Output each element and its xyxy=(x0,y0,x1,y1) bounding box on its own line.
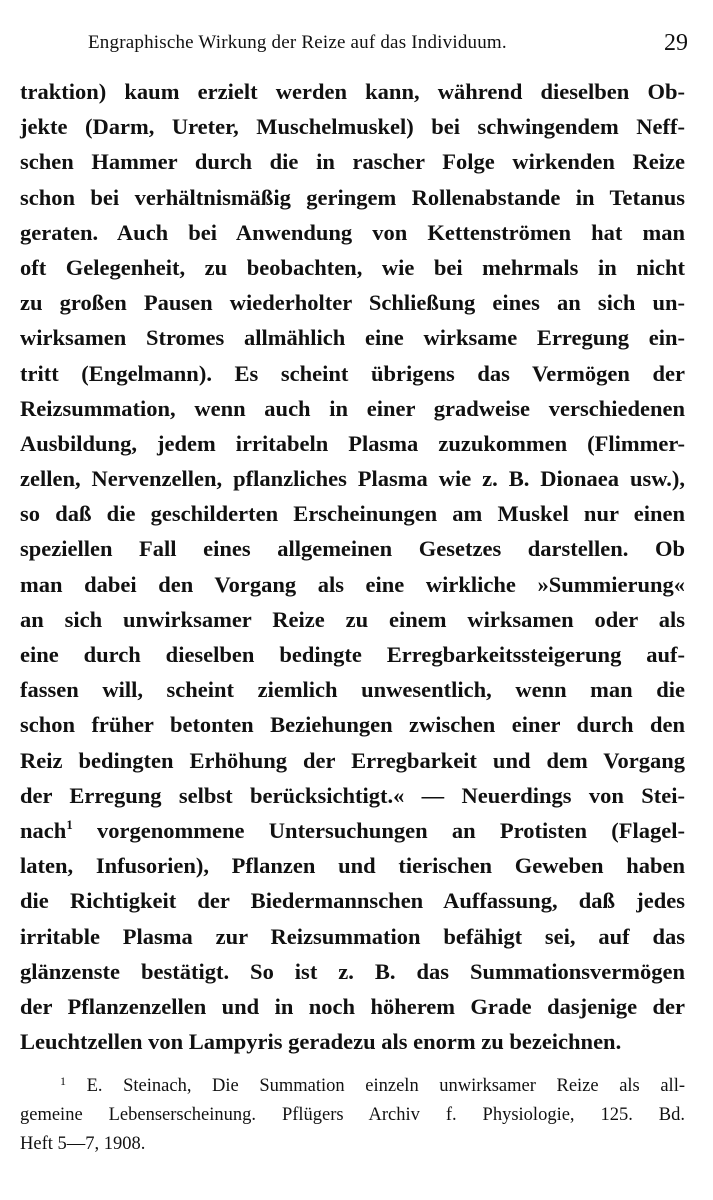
text-line: glänzenste bestätigt. So ist z. B. das Summationsvermögen xyxy=(20,958,685,984)
text-line: der Erregung selbst berücksichtigt.« — Neuerdings von Stei- xyxy=(20,782,685,808)
footnote-line xyxy=(20,1072,685,1101)
text-line: wirksamen Stromes allmählich eine wirksame Erregung ein- xyxy=(20,325,685,351)
text-line: eine durch dieselben bedingte Erregbarkeitssteigerung auf- xyxy=(20,642,685,667)
text-line: speziellen Fall eines allgemeinen Gesetzes darstellen. Ob xyxy=(20,536,685,562)
text-line: die Richtigkeit der Biedermannschen Auffassung, daß jedes xyxy=(20,888,685,914)
page-number: 29 xyxy=(664,30,688,56)
text-line-with-footnote-ref xyxy=(20,813,685,848)
text-line: laten, Infusorien), Pflanzen und tierischen Geweben haben xyxy=(20,853,685,879)
text-line: jekte (Darm, Ureter, Muschelmuskel) bei schwingendem Neff- xyxy=(20,114,685,140)
text-line: Ausbildung, jedem irritabeln Plasma zuzukommen (Flimmer- xyxy=(20,430,685,456)
text-line: irritable Plasma zur Reizsummation befähigt sei, auf das xyxy=(20,923,685,949)
body-text xyxy=(20,74,685,1059)
text-line: Leuchtzellen von Lampyris geradezu als enorm zu bezeichnen. xyxy=(20,1029,622,1055)
text-line: traktion) kaum erzielt werden kann, während dieselben Ob- xyxy=(20,79,685,104)
footnote-line: Heft 5—7, 1908. xyxy=(20,1134,146,1154)
text-line: an sich unwirksamer Reize zu einem wirksamen oder als xyxy=(20,606,685,632)
footnote-reference: 1 xyxy=(66,816,73,832)
text-fragment: nach xyxy=(20,817,67,843)
text-line: schen Hammer durch die in rascher Folge wirkenden Reize xyxy=(20,149,685,175)
footnote-line: gemeine Lebenserscheinung. Pflügers Archiv f. Physiologie, 125. Bd. xyxy=(20,1105,685,1125)
text-fragment: vorgenommene Untersuchungen an Protisten (Flagel- xyxy=(72,817,685,843)
text-line: zellen, Nervenzellen, pflanzliches Plasma wie z. B. Dionaea usw.), xyxy=(20,466,685,492)
text-line: fassen will, scheint ziemlich unwesentlich, wenn man die xyxy=(20,677,685,703)
text-line: man dabei den Vorgang als eine wirkliche »Summierung« xyxy=(20,571,685,597)
text-line: Reizsummation, wenn auch in einer gradweise verschiedenen xyxy=(20,395,685,421)
text-line: geraten. Auch bei Anwendung von Kettenströmen hat man xyxy=(20,219,685,245)
running-title: Engraphische Wirkung der Reize auf das Individuum. xyxy=(88,32,507,53)
text-line: schon bei verhältnismäßig geringem Rollenabstande in Tetanus xyxy=(20,184,685,210)
text-line: der Pflanzenzellen und in noch höherem Grade dasjenige der xyxy=(20,993,685,1019)
text-line: oft Gelegenheit, zu beobachten, wie bei mehrmals in nicht xyxy=(20,254,685,280)
text-line: tritt (Engelmann). Es scheint übrigens das Vermögen der xyxy=(20,360,685,386)
running-head xyxy=(88,32,688,62)
text-line: Reiz bedingten Erhöhung der Erregbarkeit und dem Vorgang xyxy=(20,747,685,773)
footnotes xyxy=(20,1072,685,1159)
text-line: so daß die geschilderten Erscheinungen am Muskel nur einen xyxy=(20,501,685,527)
text-line: zu großen Pausen wiederholter Schließung eines an sich un- xyxy=(20,290,685,316)
footnote-mark: 1 xyxy=(60,1074,66,1088)
text-line: schon früher betonten Beziehungen zwischen einer durch den xyxy=(20,712,685,738)
footnote-text: E. Steinach, Die Summation einzeln unwirksamer Reize als all- xyxy=(66,1076,685,1096)
